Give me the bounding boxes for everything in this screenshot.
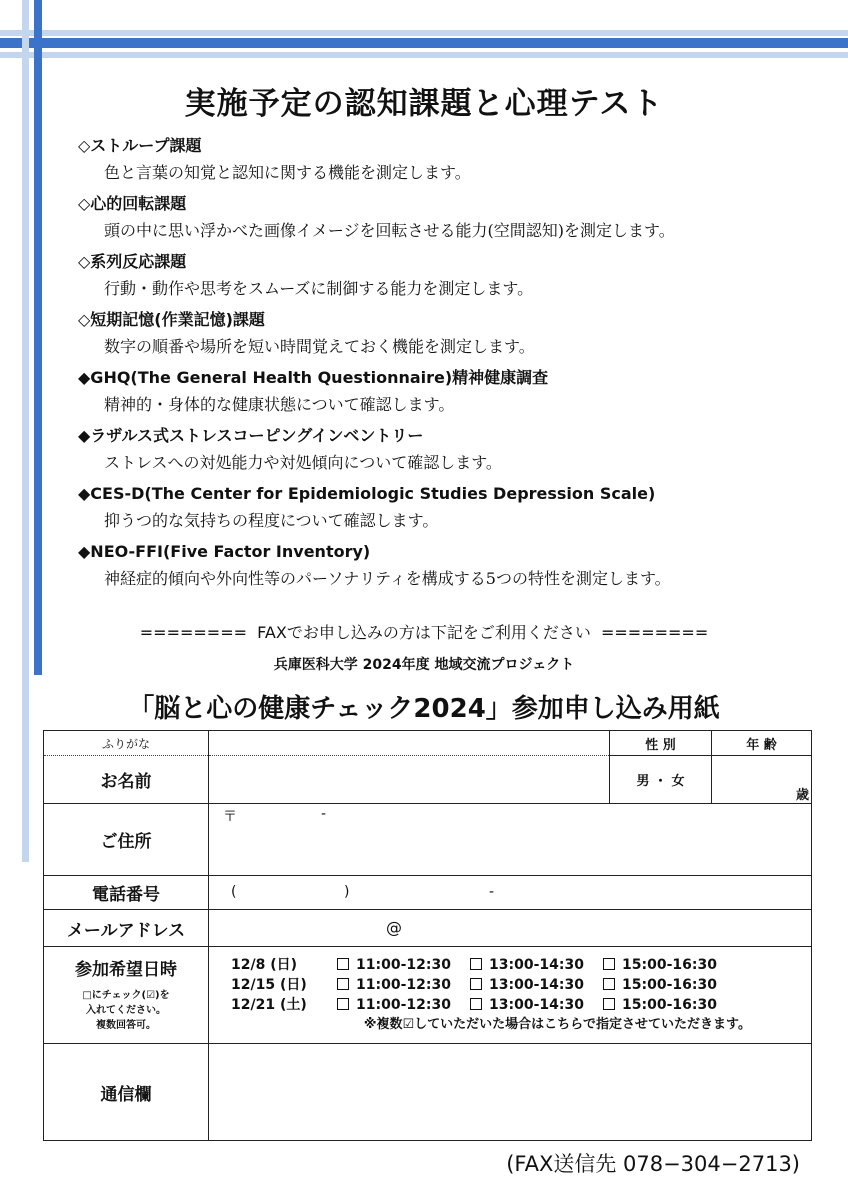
date-note-line: 入れてください。 (86, 1005, 166, 1016)
checkbox-icon[interactable] (470, 998, 482, 1010)
test-item-description: 色と言葉の知覚と認知に関する機能を測定します。 (104, 163, 471, 182)
checkbox-icon[interactable] (603, 978, 615, 990)
test-item-heading: ◇系列反応課題 (78, 252, 187, 271)
time-slot-option[interactable] (603, 955, 736, 975)
test-item (78, 249, 798, 307)
schedule-date: 12/8 (日) (231, 957, 298, 973)
date-label-cell (44, 947, 209, 1044)
schedule-date: 12/15 (日) (231, 977, 307, 993)
time-slot-option[interactable] (603, 995, 736, 1015)
schedule-cell (209, 947, 812, 1044)
application-form (43, 730, 812, 1141)
gender-label: 性 別 (610, 731, 712, 756)
time-slot-label: 11:00-12:30 (356, 977, 451, 993)
phone-paren-close: ) (344, 884, 350, 900)
schedule-row (231, 995, 811, 1015)
test-item (78, 365, 798, 423)
date-note (44, 988, 208, 1033)
test-item-heading: ◆GHQ(The General Health Questionnaire)精神健康調査 (78, 368, 549, 387)
date-note-line: 複数回答可。 (96, 1020, 156, 1031)
time-slot-option[interactable] (470, 975, 603, 995)
checkbox-icon[interactable] (470, 978, 482, 990)
time-slot-label: 13:00-14:30 (489, 997, 584, 1013)
test-item-description: 抑うつ的な気持ちの程度について確認します。 (104, 511, 439, 530)
time-slot-option[interactable] (337, 955, 470, 975)
phone-dash: - (489, 884, 495, 900)
address-label: ご住所 (44, 804, 209, 876)
test-item-description: 行動・動作や思考をスムーズに制御する能力を測定します。 (104, 279, 534, 298)
left-rule-light (22, 0, 29, 862)
comments-field[interactable] (209, 1044, 812, 1141)
comments-label: 通信欄 (44, 1044, 209, 1141)
project-name: 兵庫医科大学 2024年度 地域交流プロジェクト (273, 657, 575, 673)
furigana-label: ふりがな (44, 731, 209, 756)
time-slot-option[interactable] (603, 975, 736, 995)
time-slot-label: 15:00-16:30 (622, 997, 717, 1013)
checkbox-icon[interactable] (470, 958, 482, 970)
email-field[interactable] (209, 910, 812, 947)
address-field[interactable] (209, 804, 812, 876)
time-slot-option[interactable] (470, 955, 603, 975)
test-item-description: 神経症的傾向や外向性等のパーソナリティを構成する5つの特性を測定します。 (104, 569, 671, 588)
age-field[interactable] (712, 756, 812, 804)
time-slot-label: 11:00-12:30 (356, 997, 451, 1013)
age-label: 年 齢 (712, 731, 812, 756)
test-item-heading: ◇ストループ課題 (78, 136, 202, 155)
test-item-description: 数字の順番や場所を短い時間覚えておく機能を測定します。 (104, 337, 535, 356)
schedule-row (231, 955, 811, 975)
test-item (78, 539, 798, 597)
email-at-sign: @ (386, 918, 402, 937)
test-item-heading: ◆CES-D(The Center for Epidemiologic Studies Depression Scale) (78, 484, 656, 503)
phone-paren-open: ( (231, 884, 237, 900)
test-item-heading: ◇短期記憶(作業記憶)課題 (78, 310, 265, 329)
furigana-field[interactable] (209, 731, 610, 756)
test-item-description: 頭の中に思い浮かべた画像イメージを回転させる能力(空間認知)を測定します。 (104, 221, 675, 240)
gender-field[interactable]: 男 ・ 女 (610, 756, 712, 804)
age-unit: 歳 (795, 788, 809, 803)
schedule-row (231, 975, 811, 995)
time-slot-label: 15:00-16:30 (622, 957, 717, 973)
schedule-note: ※複数☑していただいた場合はこちらで指定させていただきます。 (363, 1017, 751, 1032)
test-item (78, 191, 798, 249)
checkbox-icon[interactable] (337, 978, 349, 990)
checkbox-icon[interactable] (603, 998, 615, 1010)
time-slot-label: 13:00-14:30 (489, 977, 584, 993)
fax-notice: ======== FAXでお申し込みの方は下記をご利用ください ======== (139, 623, 709, 642)
time-slot-label: 11:00-12:30 (356, 957, 451, 973)
checkbox-icon[interactable] (603, 958, 615, 970)
time-slot-option[interactable] (337, 975, 470, 995)
schedule-date: 12/21 (土) (231, 997, 307, 1013)
date-note-line: □にチェック(☑)を (82, 990, 170, 1001)
test-item-heading: ◆ラザルス式ストレスコーピングインベントリー (78, 426, 424, 445)
header-rule-dark (0, 38, 848, 48)
test-list (78, 133, 798, 597)
header-rule-light-bottom (0, 52, 848, 58)
time-slot-option[interactable] (470, 995, 603, 1015)
phone-label: 電話番号 (44, 876, 209, 910)
test-item-description: 精神的・身体的な健康状態について確認します。 (104, 395, 455, 414)
test-item-heading: ◆NEO-FFI(Five Factor Inventory) (78, 542, 371, 561)
phone-field[interactable] (209, 876, 812, 910)
test-item (78, 481, 798, 539)
date-label: 参加希望日時 (75, 960, 177, 980)
test-item-description: ストレスへの対処能力や対処傾向について確認します。 (104, 453, 502, 472)
checkbox-icon[interactable] (337, 998, 349, 1010)
test-item (78, 307, 798, 365)
zip-dash: - (321, 806, 327, 822)
email-label: メールアドレス (44, 910, 209, 947)
time-slot-label: 15:00-16:30 (622, 977, 717, 993)
test-item-heading: ◇心的回転課題 (78, 194, 187, 213)
page-title: 実施予定の認知課題と心理テスト (184, 86, 664, 122)
test-item (78, 423, 798, 481)
time-slot-label: 13:00-14:30 (489, 957, 584, 973)
header-rule-light-top (0, 30, 848, 36)
time-slot-option[interactable] (337, 995, 470, 1015)
zip-mark: 〒 (223, 809, 237, 825)
test-item (78, 133, 798, 191)
name-field[interactable] (209, 756, 610, 804)
checkbox-icon[interactable] (337, 958, 349, 970)
name-label: お名前 (44, 756, 209, 804)
fax-number: (FAX送信先 078−304−2713) (506, 1152, 800, 1176)
form-title: 「脳と心の健康チェック2024」参加申し込み用紙 (128, 694, 720, 724)
